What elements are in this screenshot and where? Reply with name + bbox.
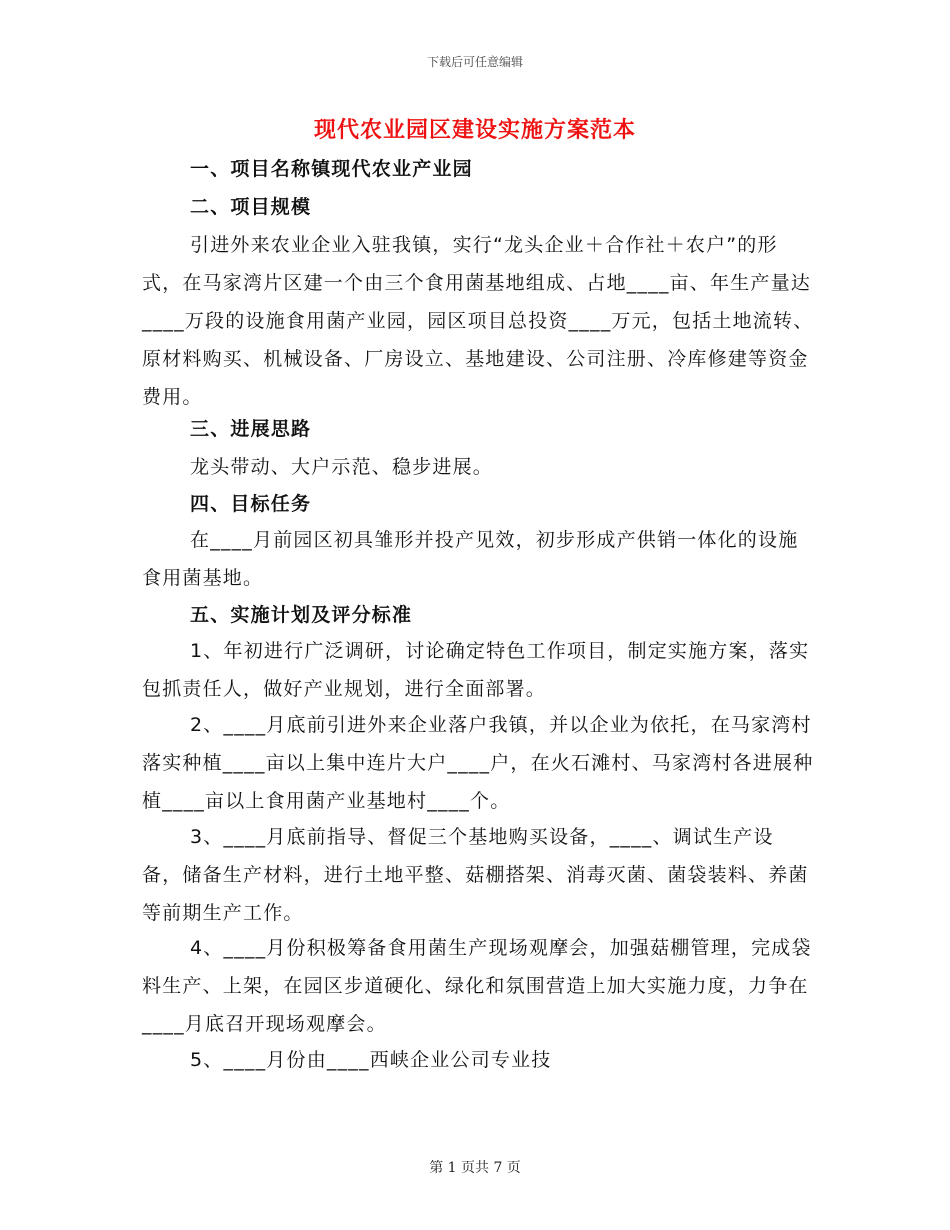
section-heading-plan: 五、实施计划及评分标准 [190,604,413,626]
plan-item-1: 1、年初进行广泛调研，讨论确定特色工作项目，制定实施方案，落实包抓责任人，做好产业规划，进行全面部署。 [142,640,810,700]
plan-item-5: 5、____月份由____西峡企业公司专业技 [190,1049,552,1071]
plan-item-3: 3、____月底前指导、督促三个基地购买设备，____、调试生产设备，储备生产材料，进行土地平整、菇棚搭架、消毒灭菌、菌袋装料、养菌等前期生产工作。 [142,826,809,924]
document-title: 现代农业园区建设实施方案范本 [313,118,636,143]
section-heading-goals: 四、目标任务 [190,493,312,515]
paragraph-project-scale: 引进外来农业企业入驻我镇，实行“龙头企业＋合作社＋农户”的形式，在马家湾片区建一个由三个食用菌基地组成、占地____亩、年生产量达____万段的设施食用菌产业园，园区项目总投资____万元，包括土地流转、原材料购买、机械设备、厂房设立、基地建设、公司注册、冷库修建等资金费用。 [142,234,814,408]
section-heading-project-name: 一、项目名称镇现代农业产业园 [190,158,473,180]
section-heading-approach: 三、进展思路 [190,418,312,440]
section-heading-project-scale: 二、项目规模 [190,196,312,218]
page-number: 第 1 页共 7 页 [429,1160,521,1176]
paragraph-approach: 龙头带动、大户示范、稳步进展。 [190,456,494,478]
plan-item-4: 4、____月份积极筹备食用菌生产现场观摩会，加强菇棚管理，完成袋料生产、上架，在园区步道硬化、绿化和氛围营造上加大实施力度，力争在____月底召开现场观摩会。 [142,937,812,1035]
plan-item-2: 2、____月底前引进外来企业落户我镇，并以企业为依托，在马家湾村落实种植____亩以上集中连片大户____户，在火石滩村、马家湾村各进展种植____亩以上食用菌产业基地村____个。 [142,714,814,812]
header-note: 下载后可任意编辑 [426,55,523,69]
paragraph-goals: 在____月前园区初具雏形并投产见效，初步形成产供销一体化的设施食用菌基地。 [142,529,799,589]
